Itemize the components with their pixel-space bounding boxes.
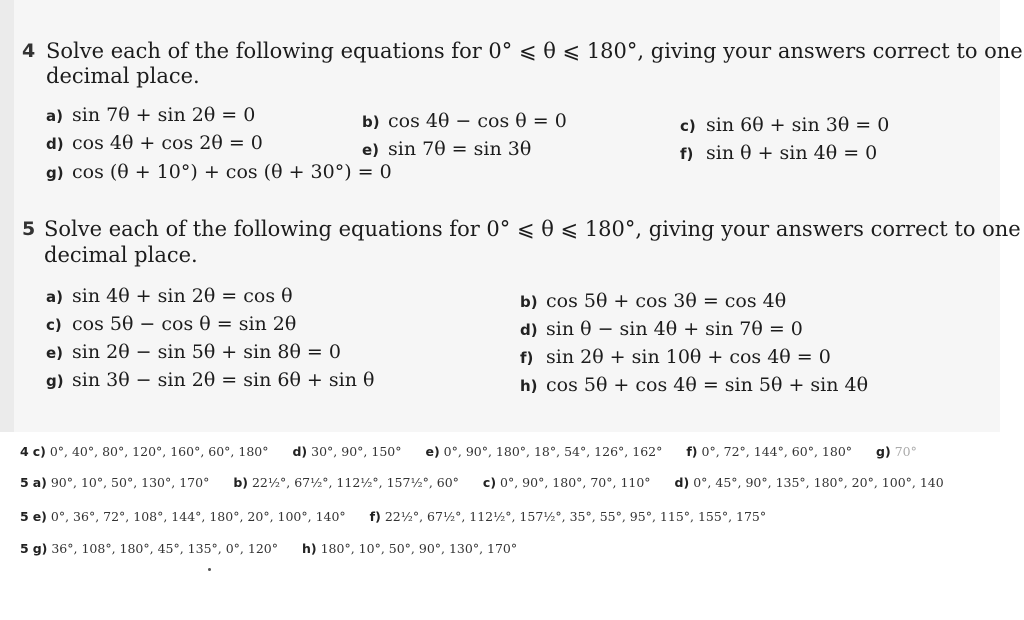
answer-label: e) bbox=[32, 509, 47, 524]
part-4e bbox=[362, 138, 531, 160]
answer-value: 0°, 90°, 180°, 18°, 54°, 126°, 162° bbox=[443, 444, 663, 459]
answer-question-number: 5 bbox=[20, 475, 29, 490]
answer-line-5e bbox=[20, 509, 786, 524]
answer-label: g) bbox=[32, 541, 48, 556]
answer-line-5g bbox=[20, 541, 537, 556]
part-4d bbox=[46, 132, 263, 154]
equation: sin 7θ + sin 2θ = 0 bbox=[72, 104, 256, 126]
equation: sin θ − sin 4θ + sin 7θ = 0 bbox=[546, 318, 803, 340]
answer-value: 0°, 90°, 180°, 70°, 110° bbox=[500, 475, 651, 490]
question-text-line-1: Solve each of the following equations for 0° ⩽ θ ⩽ 180°, giving your answers correct to one bbox=[44, 217, 1021, 241]
answer-label: c) bbox=[32, 444, 46, 459]
answer-label: f) bbox=[686, 444, 698, 459]
answer-label: h) bbox=[301, 541, 317, 556]
answer-value: 0°, 36°, 72°, 108°, 144°, 180°, 20°, 100°, 140° bbox=[50, 509, 346, 524]
answer-value: 30°, 90°, 150° bbox=[311, 444, 402, 459]
answer-question-number: 5 bbox=[20, 541, 29, 556]
page-edge-shadow bbox=[0, 0, 14, 432]
equation: cos 5θ − cos θ = sin 2θ bbox=[72, 313, 297, 335]
question-text-line-1: Solve each of the following equations for 0° ⩽ θ ⩽ 180°, giving your answers correct to one bbox=[46, 39, 1023, 63]
part-4b bbox=[362, 110, 567, 132]
part-5a bbox=[46, 285, 293, 307]
part-label: f) bbox=[680, 145, 694, 163]
part-4f bbox=[680, 142, 877, 164]
equation: sin 4θ + sin 2θ = cos θ bbox=[72, 285, 293, 307]
answer-label: a) bbox=[32, 475, 47, 490]
answer-question-number: 5 bbox=[20, 509, 29, 524]
question-number: 5 bbox=[22, 218, 36, 240]
part-label: d) bbox=[46, 135, 64, 153]
part-label: a) bbox=[46, 288, 63, 306]
part-5b bbox=[520, 290, 786, 312]
part-label: b) bbox=[362, 113, 380, 131]
answer-value: 0°, 45°, 90°, 135°, 180°, 20°, 100°, 140 bbox=[693, 475, 944, 490]
answer-value: 0°, 72°, 144°, 60°, 180° bbox=[701, 444, 853, 459]
part-label: d) bbox=[520, 321, 538, 339]
answer-value: 0°, 40°, 80°, 120°, 160°, 60°, 180° bbox=[49, 444, 269, 459]
part-label: e) bbox=[362, 141, 380, 159]
part-label: c) bbox=[680, 117, 696, 135]
equation: cos 5θ + cos 4θ = sin 5θ + sin 4θ bbox=[546, 374, 869, 396]
equation: sin θ + sin 4θ = 0 bbox=[706, 142, 878, 164]
part-label: e) bbox=[46, 344, 64, 362]
equation: sin 2θ − sin 5θ + sin 8θ = 0 bbox=[72, 341, 341, 363]
scan-speck bbox=[208, 568, 211, 571]
answer-label: f) bbox=[369, 509, 381, 524]
equation: sin 3θ − sin 2θ = sin 6θ + sin θ bbox=[72, 369, 375, 391]
answer-value: 180°, 10°, 50°, 90°, 130°, 170° bbox=[320, 541, 518, 556]
equation: sin 7θ = sin 3θ bbox=[388, 138, 532, 160]
equation: sin 2θ + sin 10θ + cos 4θ = 0 bbox=[546, 346, 831, 368]
equation: cos (θ + 10°) + cos (θ + 30°) = 0 bbox=[72, 161, 392, 183]
answer-value: 70° bbox=[894, 444, 917, 459]
part-5e bbox=[46, 341, 341, 363]
part-label: a) bbox=[46, 107, 63, 125]
part-5c bbox=[46, 313, 296, 335]
part-4a bbox=[46, 104, 255, 126]
question-number: 4 bbox=[22, 40, 36, 62]
answer-value: 22½°, 67½°, 112½°, 157½°, 60° bbox=[251, 475, 459, 490]
answer-value: 36°, 108°, 180°, 45°, 135°, 0°, 120° bbox=[51, 541, 278, 556]
answer-line-4 bbox=[20, 444, 937, 459]
part-5g bbox=[46, 369, 374, 391]
answer-label: e) bbox=[425, 444, 440, 459]
part-4c bbox=[680, 114, 889, 136]
answer-question-number: 4 bbox=[20, 444, 29, 459]
part-label: g) bbox=[46, 372, 64, 390]
part-5h bbox=[520, 374, 868, 396]
part-label: h) bbox=[520, 377, 538, 395]
question-text-line-2: decimal place. bbox=[44, 243, 198, 267]
answer-value: 90°, 10°, 50°, 130°, 170° bbox=[50, 475, 210, 490]
part-4g bbox=[46, 161, 392, 183]
part-5d bbox=[520, 318, 803, 340]
equation: cos 4θ − cos θ = 0 bbox=[388, 110, 567, 132]
part-label: f) bbox=[520, 349, 534, 367]
part-label: g) bbox=[46, 164, 64, 182]
answer-label: b) bbox=[233, 475, 248, 490]
answer-label: c) bbox=[482, 475, 497, 490]
answer-label: g) bbox=[876, 444, 891, 459]
part-label: b) bbox=[520, 293, 538, 311]
answer-value: 22½°, 67½°, 112½°, 157½°, 35°, 55°, 95°, 115°, 155°, 175° bbox=[384, 509, 767, 524]
answer-label: d) bbox=[674, 475, 690, 490]
equation: cos 4θ + cos 2θ = 0 bbox=[72, 132, 263, 154]
part-5f bbox=[520, 346, 831, 368]
equation: sin 6θ + sin 3θ = 0 bbox=[706, 114, 890, 136]
equation: cos 5θ + cos 3θ = cos 4θ bbox=[546, 290, 787, 312]
answer-line-5a bbox=[20, 475, 964, 490]
answer-label: d) bbox=[292, 444, 308, 459]
question-text-line-2: decimal place. bbox=[46, 64, 200, 88]
part-label: c) bbox=[46, 316, 62, 334]
